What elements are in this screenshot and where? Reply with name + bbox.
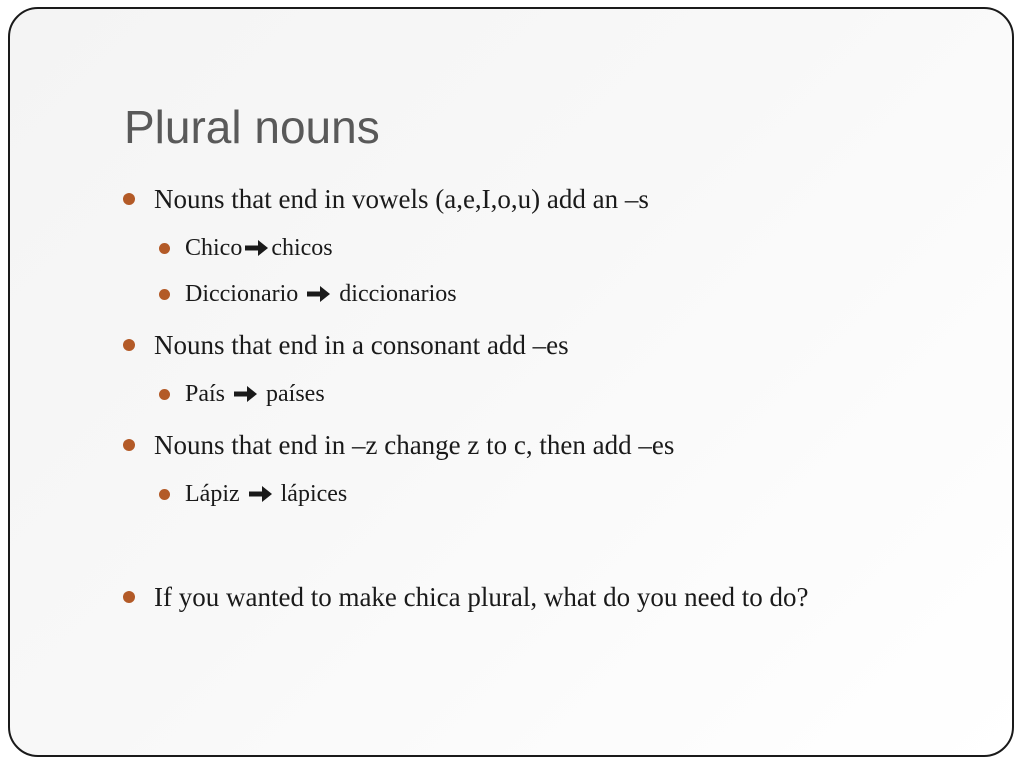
example-pais	[159, 379, 325, 409]
bullet-dot	[159, 243, 170, 254]
example-to: diccionarios	[339, 280, 457, 307]
example-chico	[159, 233, 333, 263]
example-from: Lápiz	[185, 480, 240, 507]
example-diccionario	[159, 279, 457, 309]
bullet-dot	[159, 289, 170, 300]
bullet-consonant-rule	[123, 328, 569, 362]
bullet-text: If you wanted to make chica plural, what do you need to do?	[154, 581, 809, 612]
slide	[8, 7, 1014, 757]
bullet-vowel-rule	[123, 182, 649, 216]
example-from: Diccionario	[185, 280, 299, 307]
bullet-dot	[159, 389, 170, 400]
example-to: países	[266, 380, 325, 407]
bullet-text: Nouns that end in a consonant add –es	[154, 329, 569, 360]
bullet-dot	[159, 489, 170, 500]
right-arrow-icon	[306, 284, 331, 304]
example-to: lápices	[280, 480, 348, 507]
right-arrow-icon	[244, 238, 269, 258]
bullet-dot	[123, 339, 135, 351]
slide-title: Plural nouns	[124, 101, 380, 153]
bullet-z-rule	[123, 428, 674, 462]
right-arrow-icon	[233, 384, 258, 404]
example-from: País	[185, 380, 226, 407]
bullet-text: Nouns that end in –z change z to c, then add –es	[154, 429, 675, 460]
bullet-dot	[123, 591, 135, 603]
example-from: Chico	[185, 234, 243, 261]
bullet-text: Nouns that end in vowels (a,e,I,o,u) add an –s	[154, 183, 649, 214]
right-arrow-icon	[248, 484, 273, 504]
bullet-dot	[123, 193, 135, 205]
example-to: chicos	[271, 234, 333, 261]
bullet-question	[123, 580, 809, 614]
example-lapiz	[159, 479, 347, 509]
bullet-dot	[123, 439, 135, 451]
